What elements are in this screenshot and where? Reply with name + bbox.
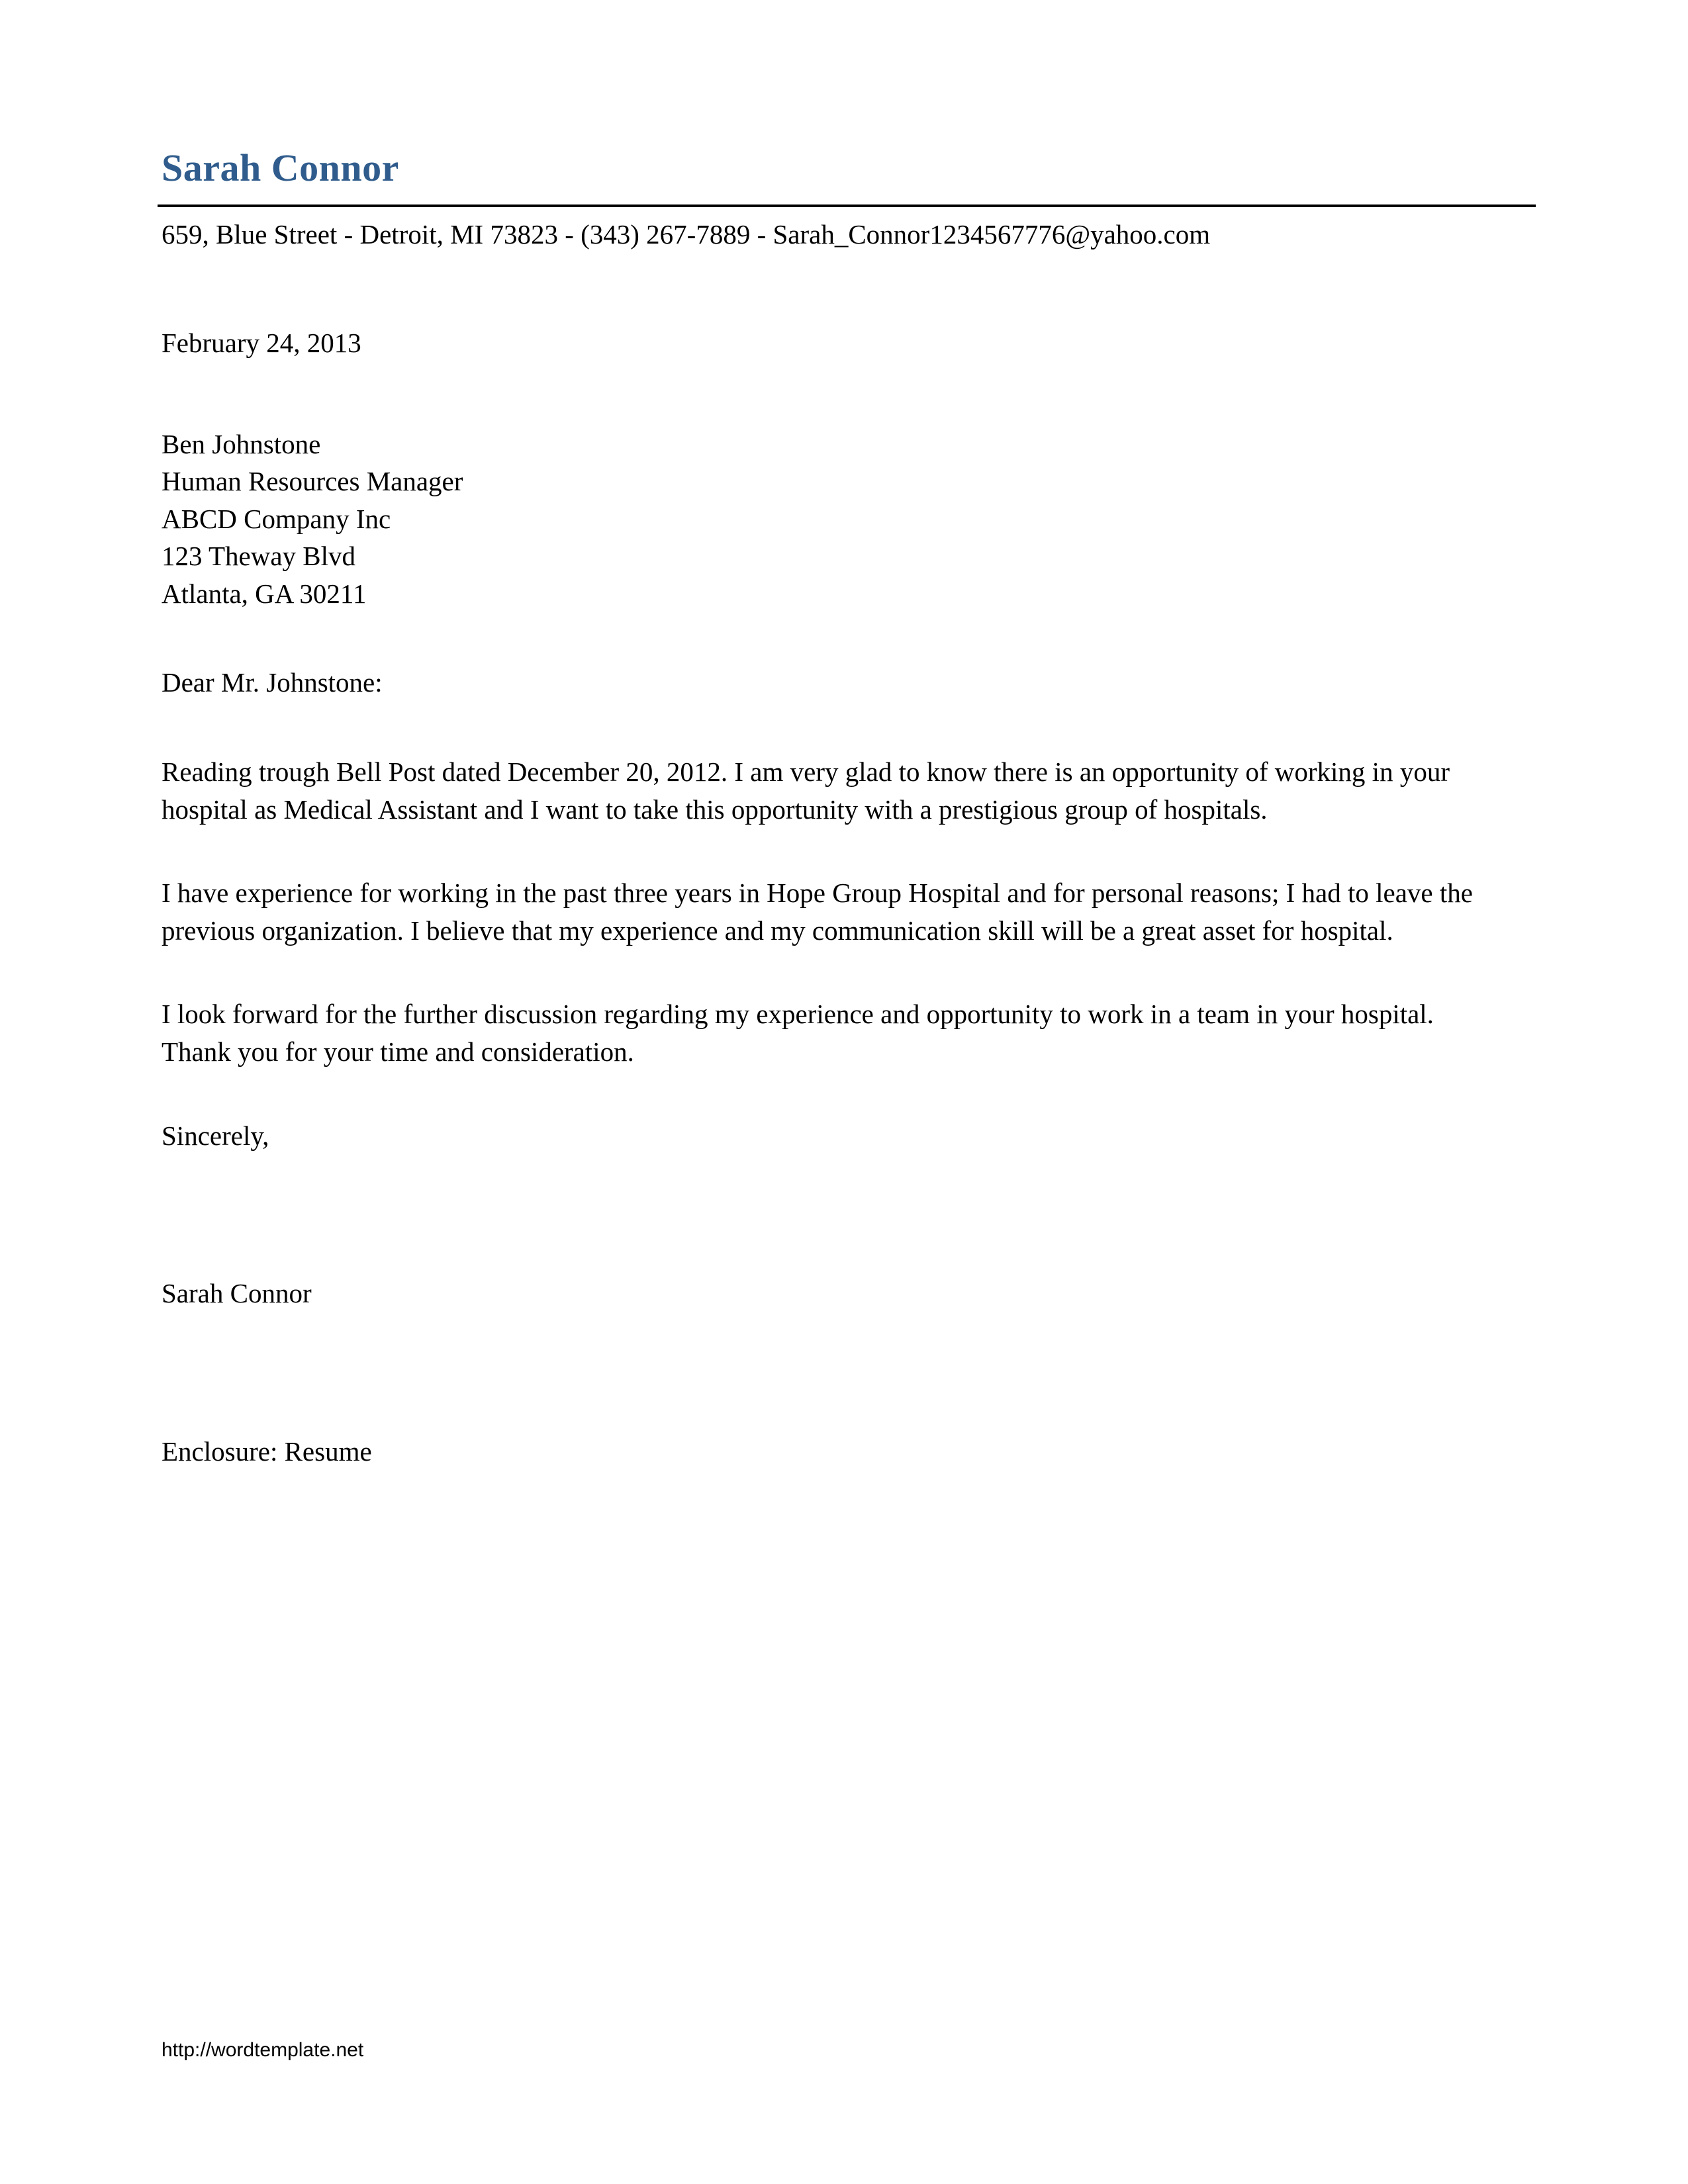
recipient-city-state-zip: Atlanta, GA 30211 — [162, 578, 367, 609]
sender-contact-line: 659, Blue Street - Detroit, MI 73823 - (343) 267-7889 - Sarah_Connor1234567776@yahoo.com — [162, 219, 1211, 250]
body-paragraph-1: Reading trough Bell Post dated December 20, 2012. I am very glad to know there is an opportunity of working in your hospital as Medical Assistant and I want to take this opportunity with a prestigious group of hospitals. — [162, 756, 1450, 825]
recipient-company: ABCD Company Inc — [162, 503, 391, 534]
recipient-address-block — [162, 426, 1505, 613]
sender-name: Sarah Connor — [162, 146, 399, 189]
letter-date: February 24, 2013 — [162, 328, 361, 358]
recipient-name: Ben Johnstone — [162, 428, 321, 459]
signature-name: Sarah Connor — [162, 1278, 312, 1309]
recipient-street: 123 Theway Blvd — [162, 541, 356, 572]
recipient-title: Human Resources Manager — [162, 466, 463, 497]
letterhead-divider — [158, 205, 1536, 207]
letterhead — [158, 146, 1538, 251]
letter-body — [162, 324, 1505, 1470]
footer-url[interactable]: http://wordtemplate.net — [162, 2039, 364, 2061]
closing-salutation: Sincerely, — [162, 1120, 269, 1151]
salutation: Dear Mr. Johnstone: — [162, 667, 383, 698]
body-paragraph-2: I have experience for working in the past three years in Hope Group Hospital and for personal reasons; I had to leave the previous organization. I believe that my experience and my communication skill will be a great asset for hospital. — [162, 878, 1473, 946]
body-paragraph-3: I look forward for the further discussion regarding my experience and opportunity to work in a team in your hospital. Thank you for your time and consideration. — [162, 999, 1434, 1067]
enclosure-line: Enclosure: Resume — [162, 1435, 372, 1467]
signature-space — [162, 1154, 1505, 1275]
